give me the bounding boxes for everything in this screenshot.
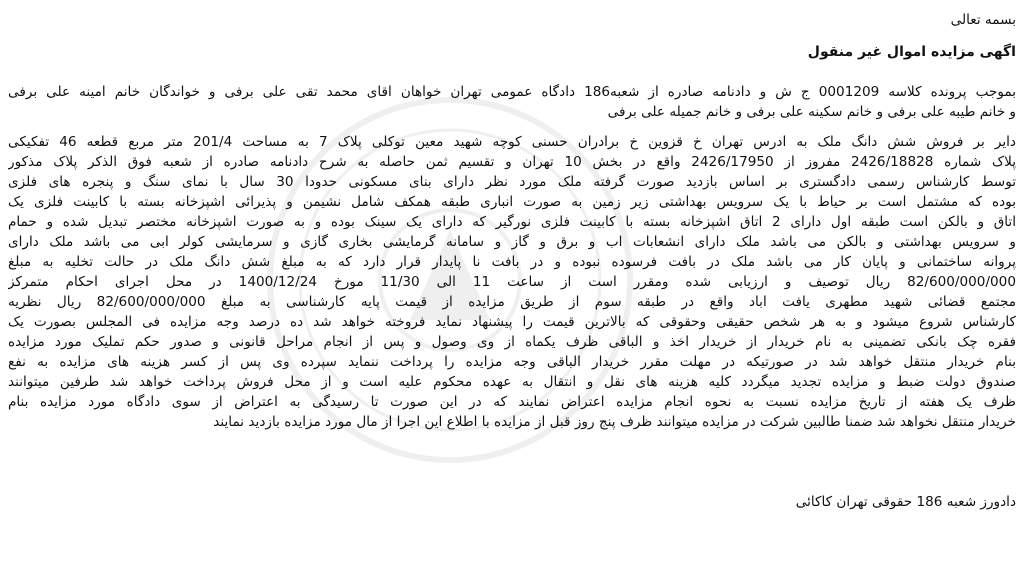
text-line: ظرف یک هفته از تاریخ مزایده نسبت به نحوه انجام مزایده اعتراض نمایند که در این صورت تا رسیدگی به اعتراض از سوی دادگاه مورد مزایده بنام <box>8 394 1016 410</box>
text-line: صندوق دولت ضبط و مزایده تجدید میگردد کلیه هزینه های نقل و انتقال به عهده محکوم علیه است و از محل فروش پرداخت خواهد شد طرفین میتوانند <box>8 374 1016 390</box>
text-line: اتاق و بالکن است طبقه اول دارای 2 اتاق اشپزخانه بسته با کابینت فلزی نورگیر که دارای یک سینک بوده و به صورت اشپزخانه مختصر تبدیل شده و حمام <box>8 214 1016 230</box>
signature: دادورز شعبه 186 حقوقی تهران کاکائی <box>795 494 1016 510</box>
text-line: 82/600/000/000 ریال توصیف و ارزیابی شده ومقرر است از ساعت 11 الی 11/30 مورخ 1400/12/24 در محل اجرای احکام متمرکز <box>8 274 1016 290</box>
text-line: خریدار منتقل نخواهد شد ضمنا طالبین شرکت در مزایده میتوانند ظرف پنج روز قبل از مزایده با اطلاع این اجرا از مال مورد مزایده بازدید نمایند <box>213 414 1016 430</box>
text-line: بموجب پرونده کلاسه 0001209 ج ش و دادنامه صادره از شعبه186 دادگاه عمومی تهران خواهان اقای محمد تقی علی برفی و خواندگان خانم امینه علی برفی <box>8 84 1016 100</box>
text-line: بوده که مشتمل است بر حیاط با یک سرویس بهداشتی زیر زمین به صورت انباری طبقه همکف شامل نشیمن و پذیرائی اشپزخانه بسته با کابینت فلزی یک <box>8 194 1016 210</box>
text-line: و خانم طیبه علی برفی و خانم سکینه علی برفی و خانم جمیله علی برفی <box>607 104 1016 120</box>
text-line: دایر بر فروش شش دانگ ملک به ادرس تهران خ قزوین خ برادران حسنی کوچه شهید معین توکلی پلاک 7 به مساحت 201/4 متر مربع قطعه 46 تفکیکی <box>8 134 1016 150</box>
text-line: و سرویس بهداشتی و بالکن می باشد ملک دارای انشعابات اب و برق و گاز و سامانه گرمایشی بخاری گازی و سرمایشی کولر ابی می باشد ملک دارای <box>8 234 1016 250</box>
text-line: فقره چک بانکی تضمینی به نام خریدار از خریدار اخذ و الباقی ظرف یکماه از وی وصول و پس از انجام مراحل قانونی و صدور حکم تملیک مورد مزایده <box>8 334 1016 350</box>
text-line: بنام خریدار منتقل خواهد شد در صورتیکه در مهلت مقرر خریدار الباقی وجه مزایده را پرداخت ننماید سپرده وی پس از کسر هزینه های مزایده به نفع <box>8 354 1016 370</box>
text-line: پروانه ساختمانی و پایان کار می باشد ملک در بافت فرسوده نبوده و در بافت نا پایدار قرار دارد که به مبلغ شش دانگ ملک در حالت تخلیه به مبلغ <box>8 254 1016 270</box>
text-line: توسط کارشناس رسمی دادگستری بر اساس بازدید صورت گرفته ملک مورد نظر دارای بنای مسکونی حدودا 30 سال با نمای سنگ و پنجره های فلزی <box>8 174 1016 190</box>
text-line: پلاک شماره 2426/18828 مفروز از 2426/17950 واقع در بخش 10 تهران و تقسیم ثمن حاصله به شرح دادنامه صادره از شعبه فوق الذکر پلاک مذکور <box>8 154 1016 170</box>
notice-document <box>8 6 1016 559</box>
page-title: اگهی مزایده اموال غیر منقول <box>807 44 1016 60</box>
text-line: کارشناس شروع میشود و به هر شخص حقیقی وحقوقی که بالاترین قیمت را پیشنهاد نماید فروخته خواهد شد ده درصد وجه مزایده فی المجلس بصورت یک <box>8 314 1016 330</box>
basmala: بسمه تعالی <box>950 12 1016 28</box>
text-line: مجتمع قضائی شهید مطهری یافت اباد واقع در طبقه سوم از طریق مزایده از قیمت پایه کارشناسی به مبلغ 82/600/000/000 ریال نظریه <box>8 294 1016 310</box>
